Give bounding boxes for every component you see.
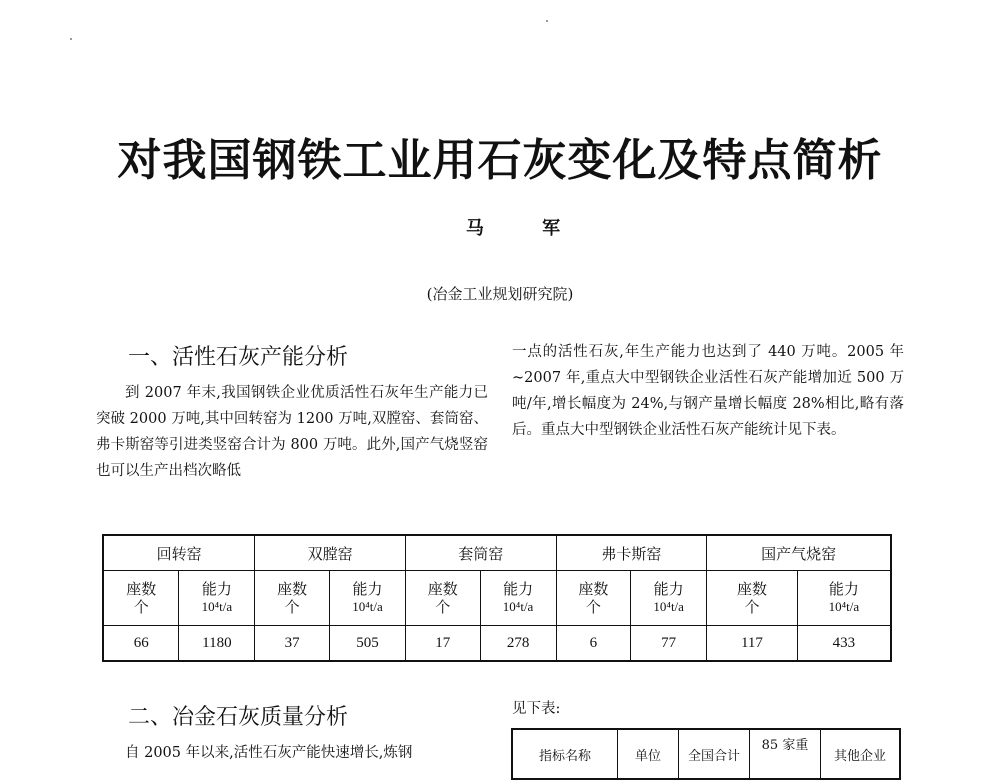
paper-title: 对我国钢铁工业用石灰变化及特点简析: [117, 135, 883, 186]
capacity-subheader: 能力 10⁴t/a: [797, 571, 891, 626]
section2-left-paragraph: 自 2005 年以来,活性石灰产能快速增长,炼钢: [125, 745, 413, 761]
section2-heading: 二、冶金石灰质量分析: [128, 705, 349, 730]
table-cell: 278: [480, 626, 556, 662]
table-cell: 433: [797, 626, 891, 662]
quality-table: [511, 728, 901, 780]
capacity-table: [102, 534, 892, 662]
quality-header-cell: 85 家重: [750, 729, 821, 779]
quality-header-cell: 全国合计: [679, 729, 750, 779]
table-cell: 505: [330, 626, 406, 662]
count-subheader: 座数 个: [556, 571, 631, 626]
scan-speck: [70, 38, 72, 40]
table-cell: 117: [707, 626, 798, 662]
capacity-subheader: 能力 10⁴t/a: [330, 571, 406, 626]
author-affiliation: (冶金工业规划研究院): [426, 285, 574, 303]
author-name: 马 军: [465, 218, 587, 239]
capacity-subheader: 能力 10⁴t/a: [631, 571, 707, 626]
capacity-subheader: 能力 10⁴t/a: [480, 571, 556, 626]
table-cell: 6: [556, 626, 631, 662]
count-subheader: 座数 个: [103, 571, 179, 626]
section1-left-paragraph: 到 2007 年末,我国钢铁企业优质活性石灰年生产能力已突破 2000 万吨,其中回转窑为 1200 万吨,双膛窑、套筒窑、弗卡斯窑等引进类竖窑合计为 800 万吨。此外,国产气烧竖窑也可以生产出档次略低: [96, 385, 488, 479]
kiln-type-header: 回转窑: [103, 535, 255, 571]
quality-header-cell: 单位: [618, 729, 679, 779]
section2-right-paragraph: 见下表:: [512, 701, 561, 717]
kiln-type-header: 双膛窑: [255, 535, 406, 571]
quality-header-cell: 其他企业: [821, 729, 901, 779]
capacity-table-subheader-row: [103, 571, 891, 626]
capacity-table-header-row: [103, 535, 891, 571]
kiln-type-header: 套筒窑: [405, 535, 556, 571]
table-cell: 37: [255, 626, 330, 662]
count-subheader: 座数 个: [255, 571, 330, 626]
scan-speck: [546, 20, 548, 22]
table-cell: 1180: [179, 626, 255, 662]
quality-header-cell: 指标名称: [512, 729, 618, 779]
count-subheader: 座数 个: [405, 571, 480, 626]
kiln-type-header: 国产气烧窑: [707, 535, 891, 571]
table-row: [103, 626, 891, 662]
table-cell: 66: [103, 626, 179, 662]
kiln-type-header: 弗卡斯窑: [556, 535, 707, 571]
section1-heading: 一、活性石灰产能分析: [128, 345, 349, 370]
section1-right-paragraph: 一点的活性石灰,年生产能力也达到了 440 万吨。2005 年~2007 年,重点大中型钢铁企业活性石灰产能增加近 500 万吨/年,增长幅度为 24%,与钢产量增长幅度 28%相比,略有落后。重点大中型钢铁企业活性石灰产能统计见下表。: [512, 344, 904, 438]
capacity-subheader: 能力 10⁴t/a: [179, 571, 255, 626]
table-cell: 17: [405, 626, 480, 662]
quality-table-header-row: [512, 729, 900, 779]
table-cell: 77: [631, 626, 707, 662]
count-subheader: 座数 个: [707, 571, 798, 626]
